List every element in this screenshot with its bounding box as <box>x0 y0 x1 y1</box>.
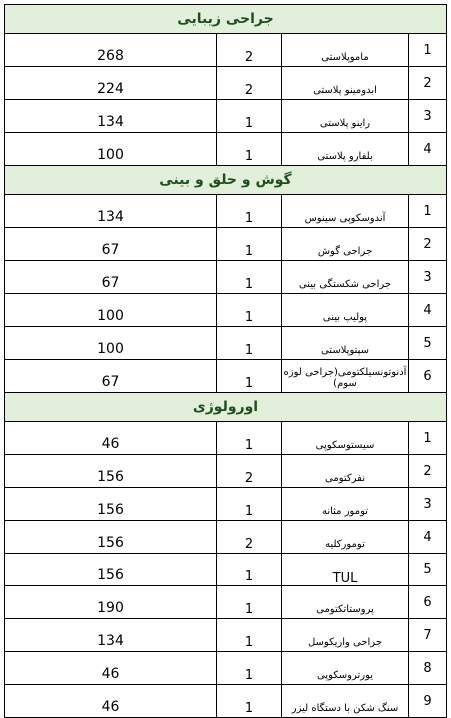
procedure-name-cell: آندوسکوپی سینوس <box>282 195 409 228</box>
section-header-urology <box>5 393 447 422</box>
count-cell: 1 <box>217 488 282 521</box>
count-cell: 1 <box>217 652 282 685</box>
procedure-name-cell: سنگ شکن با دستگاه لیزر <box>282 685 409 718</box>
value-cell: 100 <box>5 133 217 166</box>
index-cell: 4 <box>409 521 447 554</box>
procedure-name-cell: ماموپلاستی <box>282 34 409 67</box>
count-cell: 1 <box>217 294 282 327</box>
table-row <box>5 261 447 294</box>
value-cell: 100 <box>5 327 217 360</box>
index-cell: 1 <box>409 422 447 455</box>
index-cell: 7 <box>409 619 447 652</box>
index-cell: 5 <box>409 327 447 360</box>
procedure-name-cell: یورتروسکوپی <box>282 652 409 685</box>
index-cell: 6 <box>409 360 447 393</box>
table-row <box>5 360 447 393</box>
count-cell: 2 <box>217 34 282 67</box>
procedure-name-cell: سپتوپلاستی <box>282 327 409 360</box>
count-cell: 1 <box>217 100 282 133</box>
procedure-name-cell: آدنوتونسیلکتومی(جراحی لوزه سوم) <box>282 360 409 393</box>
table-row <box>5 100 447 133</box>
index-cell: 3 <box>409 488 447 521</box>
index-cell: 2 <box>409 228 447 261</box>
index-cell: 3 <box>409 261 447 294</box>
procedure-name-cell: پولیپ بینی <box>282 294 409 327</box>
section-header-ent <box>5 166 447 195</box>
procedures-sheet <box>4 4 446 718</box>
table-row <box>5 521 447 554</box>
value-cell: 46 <box>5 422 217 455</box>
index-cell: 8 <box>409 652 447 685</box>
index-cell: 1 <box>409 195 447 228</box>
procedure-name-cell: جراحی شکستگی بینی <box>282 261 409 294</box>
value-cell: 156 <box>5 455 217 488</box>
value-cell: 134 <box>5 100 217 133</box>
table-row <box>5 554 447 586</box>
index-cell: 2 <box>409 67 447 100</box>
table-row <box>5 195 447 228</box>
table-row <box>5 685 447 718</box>
count-cell: 1 <box>217 586 282 619</box>
value-cell: 134 <box>5 619 217 652</box>
value-cell: 134 <box>5 195 217 228</box>
procedure-name-cell: تومور مثانه <box>282 488 409 521</box>
index-cell: 2 <box>409 455 447 488</box>
table-row <box>5 133 447 166</box>
procedure-name-cell: راینو پلاستی <box>282 100 409 133</box>
procedure-name-cell: پروستاتکتومی <box>282 586 409 619</box>
value-cell: 67 <box>5 228 217 261</box>
index-cell: 6 <box>409 586 447 619</box>
index-cell: 1 <box>409 34 447 67</box>
value-cell: 190 <box>5 586 217 619</box>
count-cell: 1 <box>217 195 282 228</box>
value-cell: 46 <box>5 685 217 718</box>
count-cell: 1 <box>217 619 282 652</box>
procedures-table <box>4 4 447 718</box>
value-cell: 156 <box>5 521 217 554</box>
count-cell: 2 <box>217 455 282 488</box>
count-cell: 1 <box>217 685 282 718</box>
index-cell: 3 <box>409 100 447 133</box>
count-cell: 2 <box>217 521 282 554</box>
count-cell: 1 <box>217 422 282 455</box>
section-header-cosmetic-surgery <box>5 5 447 34</box>
procedure-name-cell: TUL <box>282 554 409 586</box>
procedure-name-cell: بلفارو پلاستی <box>282 133 409 166</box>
procedure-name-cell: جراحی گوش <box>282 228 409 261</box>
section-title: گوش و حلق و بینی <box>5 166 447 195</box>
value-cell: 156 <box>5 488 217 521</box>
table-row <box>5 652 447 685</box>
value-cell: 67 <box>5 360 217 393</box>
value-cell: 268 <box>5 34 217 67</box>
procedure-name-cell: جراحی واریکوسل <box>282 619 409 652</box>
value-cell: 67 <box>5 261 217 294</box>
count-cell: 1 <box>217 133 282 166</box>
count-cell: 1 <box>217 360 282 393</box>
table-row <box>5 34 447 67</box>
value-cell: 46 <box>5 652 217 685</box>
procedure-name-cell: نفرکتومی <box>282 455 409 488</box>
procedure-name-cell: تومورکلیه <box>282 521 409 554</box>
section-title: جراحی زیبایی <box>5 5 447 34</box>
section-title: اورولوژی <box>5 393 447 422</box>
value-cell: 224 <box>5 67 217 100</box>
table-row <box>5 422 447 455</box>
table-row <box>5 327 447 360</box>
table-body <box>5 5 447 718</box>
value-cell: 100 <box>5 294 217 327</box>
procedure-name-cell: سیستوسکوپی <box>282 422 409 455</box>
index-cell: 4 <box>409 294 447 327</box>
table-row <box>5 586 447 619</box>
index-cell: 4 <box>409 133 447 166</box>
count-cell: 1 <box>217 228 282 261</box>
table-row <box>5 67 447 100</box>
value-cell: 156 <box>5 554 217 586</box>
count-cell: 1 <box>217 327 282 360</box>
count-cell: 2 <box>217 67 282 100</box>
index-cell: 9 <box>409 685 447 718</box>
index-cell: 5 <box>409 554 447 586</box>
table-row <box>5 488 447 521</box>
table-row <box>5 455 447 488</box>
count-cell: 1 <box>217 261 282 294</box>
table-row <box>5 619 447 652</box>
procedure-name-cell: ابدومینو پلاستی <box>282 67 409 100</box>
table-row <box>5 228 447 261</box>
table-row <box>5 294 447 327</box>
count-cell: 1 <box>217 554 282 586</box>
